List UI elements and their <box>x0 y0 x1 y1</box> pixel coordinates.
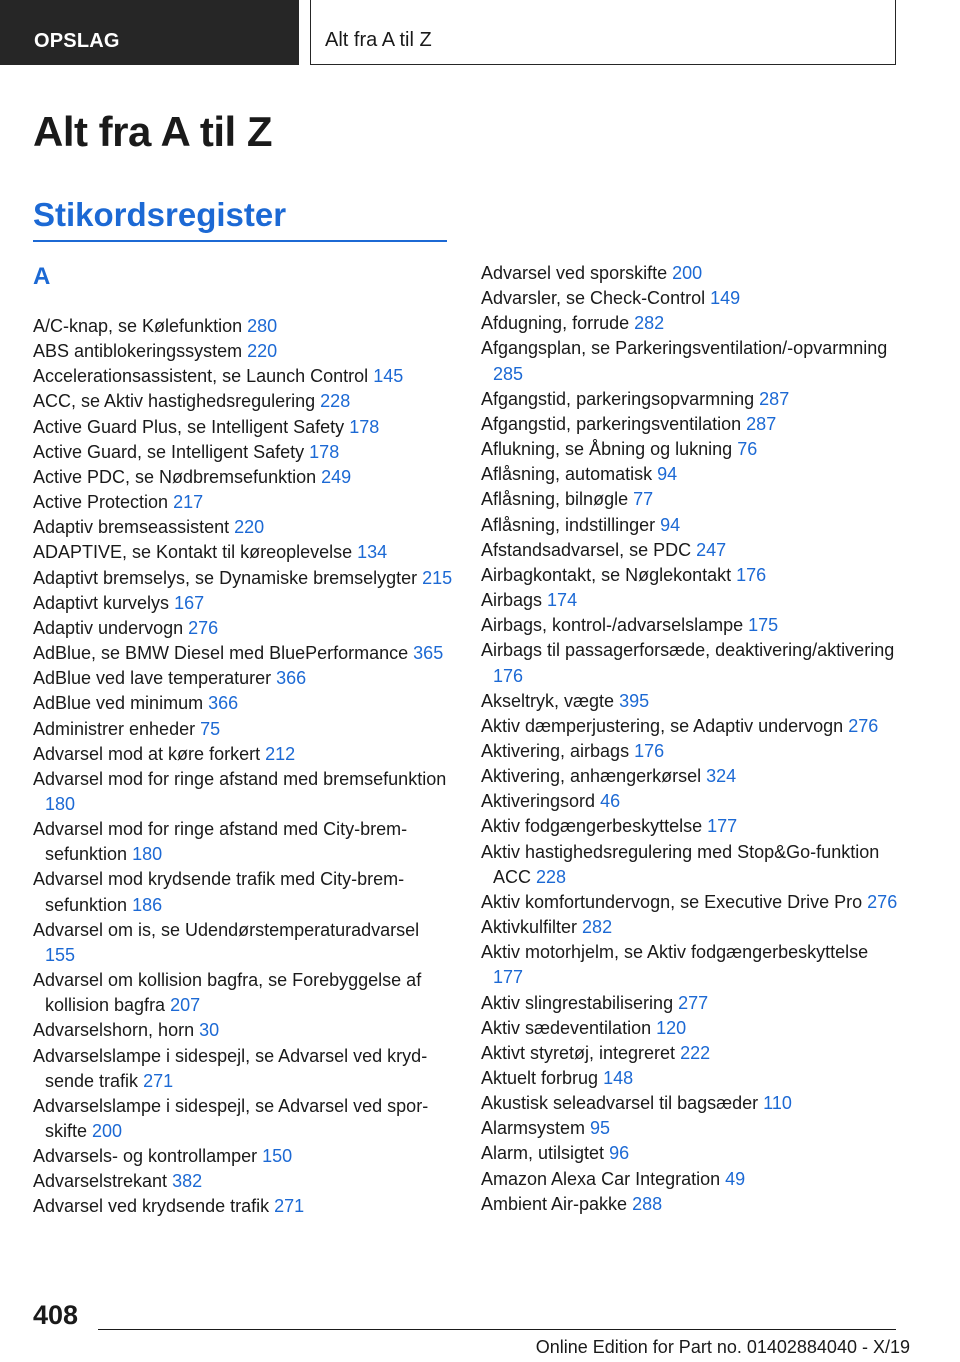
index-list-left <box>33 314 453 1220</box>
index-entry <box>33 490 453 515</box>
index-page-link[interactable]: 288 <box>632 1193 663 1214</box>
index-page-link[interactable]: 382 <box>172 1171 203 1192</box>
index-entry <box>481 1141 901 1166</box>
index-entry-text: ABS antiblokeringssystem <box>33 341 243 362</box>
index-entry <box>33 566 453 591</box>
index-page-link[interactable]: 148 <box>603 1068 634 1088</box>
index-page-link[interactable]: 271 <box>274 1196 305 1217</box>
index-entry-text: Airbags, kontrol-/advarselslampe <box>481 615 744 636</box>
index-page-link[interactable]: 249 <box>321 466 352 487</box>
index-page-link[interactable]: 175 <box>748 615 779 636</box>
index-entry-text: Akseltryk, vægte <box>481 690 615 711</box>
index-entry-text: Alarm, utilsigtet <box>481 1143 605 1164</box>
index-entry-text: Advarsel om is, se Udendørstemperaturadvarsel <box>33 919 420 940</box>
index-entry-text: Active PDC, se Nødbremsefunktion <box>33 466 317 487</box>
index-page-link[interactable]: 215 <box>422 567 453 588</box>
index-entry <box>33 314 453 339</box>
index-page-link[interactable]: 277 <box>678 992 709 1013</box>
index-page-link[interactable]: 207 <box>170 995 201 1016</box>
index-entry-text: Advarsel mod for ringe afstand med bremsefunktion <box>33 768 447 789</box>
index-page-link[interactable]: 77 <box>633 489 654 510</box>
index-entry-text: Active Guard, se Intelligent Safety <box>33 441 305 462</box>
index-entry <box>481 311 901 336</box>
index-entry <box>481 890 901 915</box>
index-entry <box>481 286 901 311</box>
index-page-link[interactable]: 287 <box>746 413 777 434</box>
index-page-link[interactable]: 178 <box>349 416 380 437</box>
index-entry-text: Amazon Alexa Car Integration <box>481 1168 721 1189</box>
index-page-link[interactable]: 186 <box>132 894 163 915</box>
index-entry-text: Akustisk seleadvarsel til bagsæder <box>481 1093 759 1114</box>
index-entry-text: Aflukning, se Åbning og lukning <box>481 439 733 460</box>
index-entry <box>481 1192 901 1217</box>
index-page-link[interactable]: 217 <box>173 492 204 513</box>
index-page-link[interactable]: 276 <box>848 715 879 736</box>
index-entry <box>481 764 901 789</box>
index-page-link[interactable]: 282 <box>634 313 665 334</box>
index-page-link[interactable]: 222 <box>680 1042 711 1063</box>
index-page-link[interactable]: 174 <box>547 590 578 611</box>
index-page-link[interactable]: 280 <box>247 316 278 336</box>
index-entry <box>481 1041 901 1066</box>
index-entry <box>481 261 901 286</box>
index-entry <box>481 588 901 613</box>
chapter-tab[interactable]: Alt fra A til Z <box>310 0 896 65</box>
index-page-link[interactable]: 94 <box>657 464 678 485</box>
index-entry-text: Advarsler, se Check-Control <box>481 288 706 309</box>
index-entry <box>33 1018 453 1043</box>
index-page-link[interactable]: 176 <box>736 564 767 585</box>
index-page-link[interactable]: 200 <box>672 263 703 283</box>
index-page-link[interactable]: 285 <box>493 363 524 384</box>
index-entry <box>481 789 901 814</box>
index-page-link[interactable]: 75 <box>200 718 221 739</box>
index-entry <box>33 666 453 691</box>
index-entry-text: Aktivering, anhængerkørsel <box>481 766 702 787</box>
index-entry-text: Aflåsning, indstillinger <box>481 514 656 535</box>
index-page-link[interactable]: 150 <box>262 1146 293 1167</box>
index-entry-text: ADAPTIVE, se Kontakt til køreoplevelse <box>33 542 353 563</box>
index-page-link[interactable]: 200 <box>92 1121 123 1141</box>
index-page-link[interactable]: 46 <box>600 791 621 812</box>
page-number: 408 <box>33 1300 79 1330</box>
index-entry-text: Adaptivt bremselys, se Dynamiske bremselygter <box>33 567 418 588</box>
index-entry-text: Aktiveringsord <box>481 791 596 812</box>
index-page-link[interactable]: 366 <box>208 693 239 714</box>
index-page-link[interactable]: 180 <box>45 793 76 814</box>
index-entry-text: Advarsel ved krydsende trafik <box>33 1196 270 1217</box>
index-page-link[interactable]: 145 <box>373 366 404 387</box>
index-entry-text: Advarsel mod at køre forkert <box>33 743 261 764</box>
index-entry-text: AdBlue, se BMW Diesel med BluePerformance <box>33 643 409 664</box>
index-page-link[interactable]: 167 <box>174 592 205 613</box>
index-entry <box>481 613 901 638</box>
index-entry <box>481 513 901 538</box>
index-page-link[interactable]: 366 <box>276 668 307 689</box>
index-entry-text: Aktiv slingrestabilisering <box>481 992 674 1013</box>
index-page-link[interactable]: 276 <box>188 617 219 638</box>
index-entry-text: ACC, se Aktiv hastighedsregulering <box>33 391 316 412</box>
index-letter-heading: A <box>33 263 51 290</box>
index-entry-text: Active Protection <box>33 492 169 513</box>
index-entry <box>33 742 453 767</box>
index-entry <box>33 1144 453 1169</box>
index-entry <box>481 1167 901 1192</box>
index-entry <box>33 389 453 414</box>
index-entry <box>33 1044 453 1094</box>
index-entry-text: Adaptiv undervogn <box>33 617 184 638</box>
index-entry-text: Advarselslampe i sidespejl, se Advarsel ved krydsende trafik <box>33 1045 428 1091</box>
index-page-link[interactable]: 177 <box>707 816 738 837</box>
index-entry <box>33 515 453 540</box>
index-entry <box>481 991 901 1016</box>
index-entry <box>33 1194 453 1219</box>
index-entry <box>481 814 901 839</box>
index-entry-text: Aktuelt forbrug <box>481 1068 599 1088</box>
index-entry <box>33 691 453 716</box>
index-entry-text: Ambient Air-pakke <box>481 1193 628 1214</box>
index-entry <box>481 940 901 990</box>
section-tab[interactable]: OPSLAG <box>0 0 299 65</box>
index-entry <box>481 1091 901 1116</box>
index-page-link[interactable]: 110 <box>763 1093 792 1114</box>
index-entry <box>481 689 901 714</box>
index-page-link[interactable]: 120 <box>656 1017 687 1038</box>
index-entry-text: Afdugning, forrude <box>481 313 630 334</box>
index-entry <box>481 336 901 386</box>
index-entry <box>481 638 901 688</box>
index-entry-text: Aktiv komfortundervogn, se Executive Drive Pro <box>481 891 863 912</box>
index-entry-text: A/C-knap, se Kølefunktion <box>33 316 243 336</box>
index-page-link[interactable]: 30 <box>199 1020 220 1041</box>
index-entry <box>33 817 453 867</box>
index-entry <box>33 968 453 1018</box>
index-entry-text: Advarsel mod krydsende trafik med City-bremsefunktion <box>33 869 405 915</box>
index-entry <box>33 1094 453 1144</box>
page-title: Alt fra A til Z <box>33 108 273 155</box>
index-page-link[interactable]: 276 <box>867 891 898 912</box>
index-entry-text: Administrer enheder <box>33 718 196 739</box>
index-entry <box>33 918 453 968</box>
index-entry-text: Airbagkontakt, se Nøglekontakt <box>481 564 732 585</box>
index-column-right <box>481 261 901 1217</box>
index-entry <box>481 1066 901 1091</box>
index-entry-text: Afgangstid, parkeringsopvarmning <box>481 388 755 409</box>
index-entry <box>33 767 453 817</box>
index-page-link[interactable]: 395 <box>619 690 650 711</box>
index-entry-text: Afgangsplan, se Parkeringsventilation/-opvarmning <box>481 338 888 359</box>
index-page-link[interactable]: 282 <box>582 917 613 938</box>
index-list-right <box>481 261 901 1217</box>
index-page-link[interactable]: 271 <box>143 1070 174 1091</box>
index-entry-text: AdBlue ved lave temperaturer <box>33 668 272 689</box>
index-page-link[interactable]: 180 <box>132 844 163 865</box>
index-entry-text: Aktiv fodgængerbeskyttelse <box>481 816 703 837</box>
index-entry <box>33 440 453 465</box>
index-entry-text: Aktiv dæmperjustering, se Adaptiv undervogn <box>481 715 844 736</box>
index-entry-text: Aflåsning, bilnøgle <box>481 489 629 510</box>
index-entry <box>481 915 901 940</box>
index-entry-text: Aktivkulfilter <box>481 917 578 938</box>
index-entry-text: Afstandsadvarsel, se PDC <box>481 539 692 560</box>
index-entry-text: Aflåsning, automatisk <box>481 464 653 485</box>
index-entry <box>481 412 901 437</box>
index-entry-text: Afgangstid, parkeringsventilation <box>481 413 742 434</box>
index-page-link[interactable]: 365 <box>413 643 444 664</box>
index-page-link[interactable]: 134 <box>357 542 388 563</box>
index-entry-text: Active Guard Plus, se Intelligent Safety <box>33 416 345 437</box>
index-entry <box>33 364 453 389</box>
index-page-link[interactable]: 149 <box>710 288 741 309</box>
index-entry <box>481 487 901 512</box>
index-entry <box>33 339 453 364</box>
index-entry <box>481 437 901 462</box>
index-entry-text: Advarsels- og kontrollamper <box>33 1146 258 1167</box>
index-entry <box>481 387 901 412</box>
index-entry-text: AdBlue ved minimum <box>33 693 204 714</box>
index-entry <box>33 616 453 641</box>
index-page-link[interactable]: 228 <box>536 866 567 887</box>
index-column-left <box>33 261 453 1220</box>
index-page-link[interactable]: 177 <box>493 967 524 988</box>
index-entry <box>33 415 453 440</box>
index-entry-text: Aktiv motorhjelm, se Aktiv fodgængerbeskyttelse <box>481 942 869 963</box>
index-entry <box>33 641 453 666</box>
index-page-link[interactable]: 95 <box>590 1118 611 1139</box>
index-page-link[interactable]: 220 <box>234 517 265 538</box>
index-entry-text: Airbags til passagerforsæde, deaktivering/aktivering <box>481 640 895 661</box>
index-entry <box>33 867 453 917</box>
index-page-link[interactable]: 76 <box>737 439 758 460</box>
index-entry-text: Aktiv hastighedsregulering med Stop&Go-funktion ACC <box>481 841 880 887</box>
index-page-link[interactable]: 49 <box>725 1168 746 1189</box>
index-entry-text: Aktivering, airbags <box>481 740 630 761</box>
index-page-link[interactable]: 155 <box>45 944 76 965</box>
index-entry <box>481 1116 901 1141</box>
index-page-link[interactable]: 228 <box>320 391 351 412</box>
index-page-link[interactable]: 247 <box>696 539 727 560</box>
index-entry-text: Alarmsystem <box>481 1118 586 1139</box>
index-entry <box>33 717 453 742</box>
index-entry <box>33 591 453 616</box>
footer-divider <box>98 1329 896 1330</box>
footer-edition-text: Online Edition for Part no. 01402884040 - X/19 <box>535 1337 910 1357</box>
index-page-link[interactable]: 176 <box>493 665 524 686</box>
index-entry <box>481 714 901 739</box>
index-entry <box>481 840 901 890</box>
index-entry-text: Adaptivt kurvelys <box>33 592 170 613</box>
index-page-link[interactable]: 324 <box>706 766 737 787</box>
index-page-link[interactable]: 220 <box>247 341 278 362</box>
index-page-link[interactable]: 178 <box>309 441 340 462</box>
index-page-link[interactable]: 287 <box>759 388 790 409</box>
index-entry-text: Adaptiv bremseassistent <box>33 517 230 538</box>
index-entry-text: Advarsel ved sporskifte <box>481 263 668 283</box>
index-entry-text: Accelerationsassistent, se Launch Control <box>33 366 369 387</box>
section-title: Stikordsregister <box>33 196 287 233</box>
index-entry-text: Advarsel om kollision bagfra, se Forebyggelse af kollision bagfra <box>33 970 422 1016</box>
index-entry <box>33 540 453 565</box>
section-divider <box>33 240 447 242</box>
index-page-link[interactable]: 96 <box>609 1143 630 1164</box>
index-entry-text: Aktiv sædeventilation <box>481 1017 652 1038</box>
index-page-link[interactable]: 176 <box>634 740 665 761</box>
index-entry-text: Airbags <box>481 590 543 611</box>
index-entry <box>481 1016 901 1041</box>
index-entry-text: Advarselslampe i sidespejl, se Advarsel ved sporskifte <box>33 1095 429 1141</box>
index-page-link[interactable]: 212 <box>265 743 296 764</box>
index-entry <box>481 739 901 764</box>
index-entry-text: Aktivt styretøj, integreret <box>481 1042 676 1063</box>
index-entry-text: Advarselshorn, horn <box>33 1020 195 1041</box>
index-entry <box>481 538 901 563</box>
index-entry <box>33 465 453 490</box>
index-entry <box>33 1169 453 1194</box>
index-entry-text: Advarselstrekant <box>33 1171 168 1192</box>
index-page-link[interactable]: 94 <box>660 514 681 535</box>
index-entry <box>481 563 901 588</box>
index-entry <box>481 462 901 487</box>
index-entry-text: Advarsel mod for ringe afstand med City-bremsefunktion <box>33 819 408 865</box>
